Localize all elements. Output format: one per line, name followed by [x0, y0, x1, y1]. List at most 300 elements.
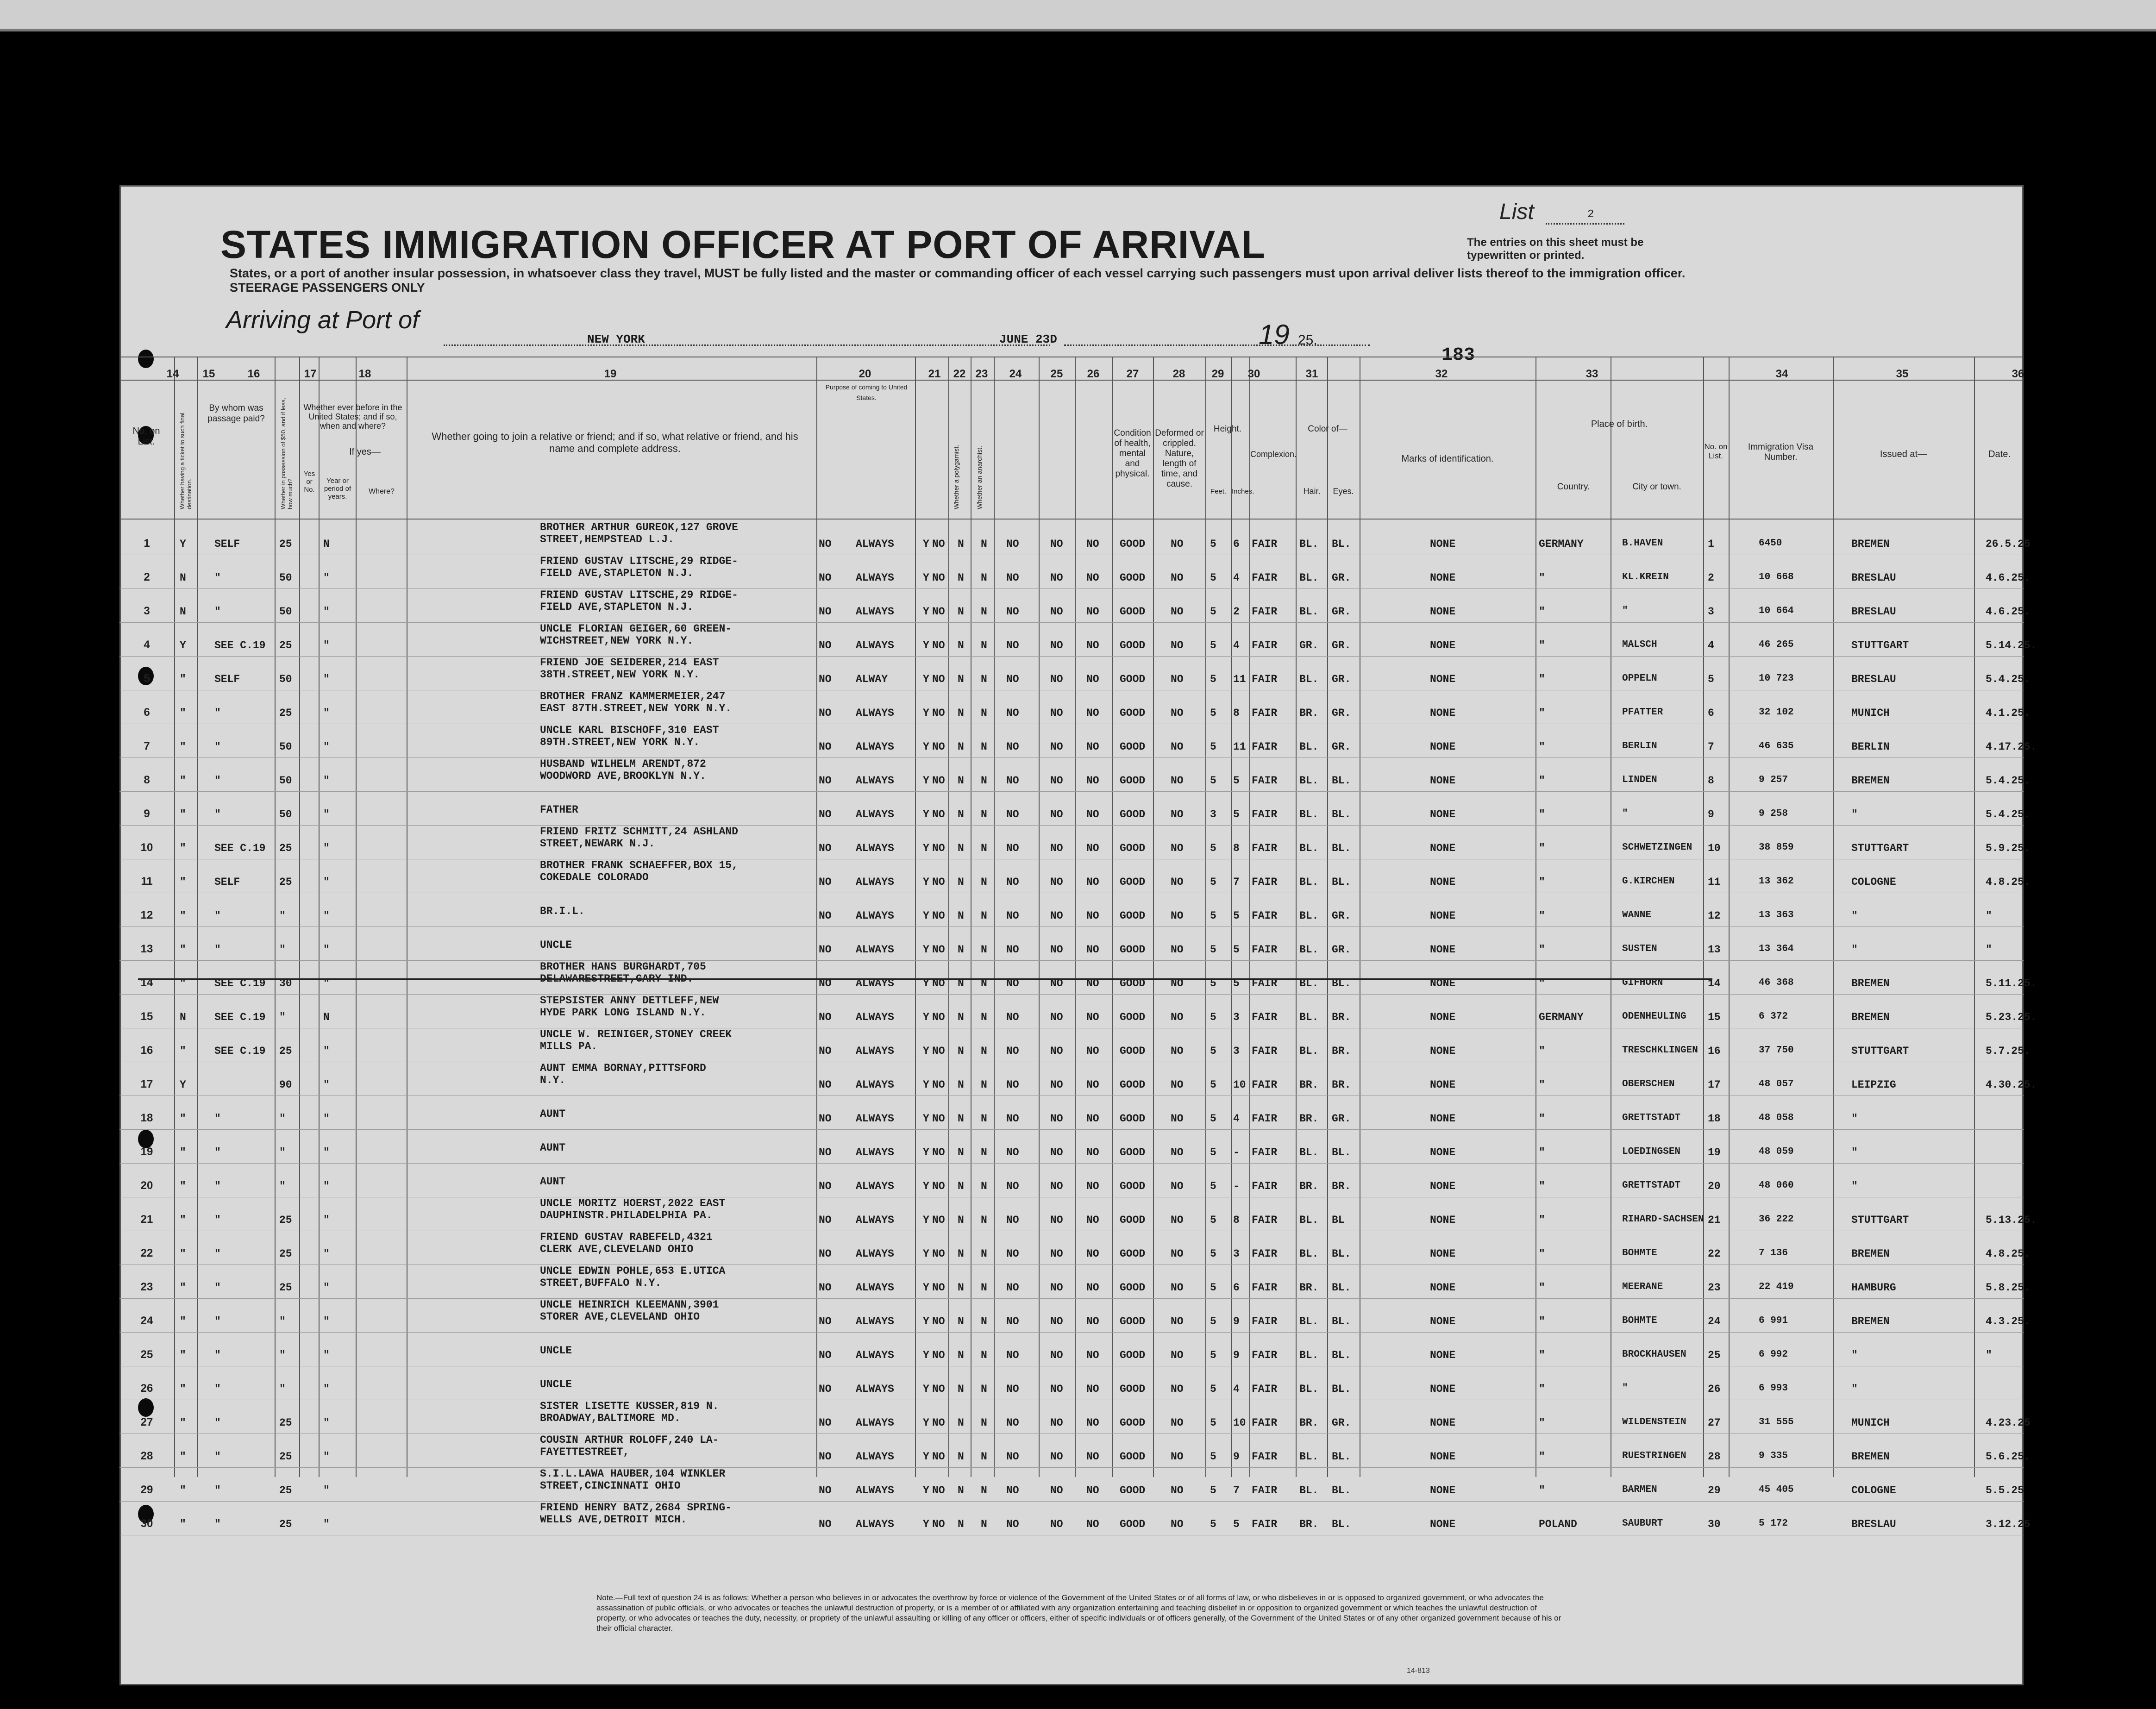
birth-country-cell: GERMANY: [1539, 538, 1584, 550]
join-address-line2: HYDE PARK LONG ISLAND N.Y.: [540, 1007, 706, 1019]
marks-cell: NONE: [1430, 572, 1456, 584]
length-of-stay-cell: ALWAYS: [856, 741, 894, 753]
join-address-line2: COKEDALE COLORADO: [540, 871, 649, 883]
col-number: 34: [1775, 368, 1788, 380]
col-25-cell: NO: [1050, 1518, 1063, 1530]
health-cell: GOOD: [1120, 1315, 1146, 1327]
health-cell: GOOD: [1120, 944, 1146, 956]
visa-number-cell: 38 859: [1759, 842, 1794, 853]
issue-date-cell: ": [1986, 944, 1992, 956]
issued-at-cell: ": [1851, 1383, 1858, 1395]
height-feet-cell: 5: [1210, 1113, 1216, 1125]
list-no-cell: 8: [1708, 775, 1714, 787]
complexion-cell: FAIR: [1252, 1079, 1278, 1091]
issue-date-cell: 5.4.25.: [1986, 673, 2031, 685]
previously-in-us-cell: ": [323, 910, 330, 922]
passage-paid-cell: ": [214, 1383, 221, 1395]
join-address-line2: MILLS PA.: [540, 1040, 598, 1052]
height-feet-cell: 5: [1210, 1383, 1216, 1395]
length-of-stay-cell: ALWAYS: [856, 572, 894, 584]
polygamist-cell: NO: [932, 1146, 945, 1158]
anarchist-cell: N: [958, 1484, 964, 1496]
list-no-cell: 15: [1708, 1011, 1721, 1023]
length-of-stay-cell: ALWAYS: [856, 775, 894, 787]
row-number: 14: [140, 977, 153, 989]
join-address-line2: FAYETTESTREET,: [540, 1446, 630, 1458]
length-of-stay-cell: ALWAYS: [856, 944, 894, 956]
previously-in-us-cell: ": [323, 842, 330, 854]
visa-number-cell: 31 555: [1759, 1417, 1794, 1427]
col-26-cell: NO: [1086, 977, 1099, 989]
col-23-cell: N: [981, 1349, 987, 1361]
eye-color-cell: BL.: [1332, 842, 1351, 854]
header-passage-paid: By whom was passage paid?: [207, 403, 265, 424]
col-23-cell: N: [981, 808, 987, 820]
birth-country-cell: ": [1539, 1248, 1545, 1260]
marks-cell: NONE: [1430, 538, 1456, 550]
anarchist-cell: N: [958, 1113, 964, 1125]
col-26-cell: NO: [1086, 1383, 1099, 1395]
deformed-cell: NO: [1171, 1113, 1184, 1125]
height-feet-cell: 5: [1210, 1214, 1216, 1226]
col-23-cell: N: [981, 1248, 987, 1260]
passage-paid-cell: ": [214, 910, 221, 922]
previously-in-us-cell: ": [323, 1248, 330, 1260]
row-number: 7: [144, 740, 150, 752]
marks-cell: NONE: [1430, 876, 1456, 888]
join-address-line1: BROTHER ARTHUR GUREOK,127 GROVE: [540, 521, 738, 533]
health-cell: GOOD: [1120, 1079, 1146, 1091]
height-feet-cell: 5: [1210, 673, 1216, 685]
health-cell: GOOD: [1120, 1113, 1146, 1125]
col-24-cell: NO: [1006, 1214, 1019, 1226]
row-number: 2: [144, 571, 150, 583]
header-place-birth: Place of birth.: [1591, 419, 1648, 429]
deformed-cell: NO: [1171, 1146, 1184, 1158]
previously-in-us-cell: ": [323, 1180, 330, 1192]
col-25-cell: NO: [1050, 707, 1063, 719]
height-feet-cell: 5: [1210, 538, 1216, 550]
col-number: 25: [1050, 368, 1063, 380]
list-label: List: [1499, 200, 1534, 224]
anarchist-cell: N: [958, 1248, 964, 1260]
date-dotted-line: [1064, 344, 1370, 346]
list-no-cell: 7: [1708, 741, 1714, 753]
anarchist-cell: N: [958, 673, 964, 685]
eye-color-cell: BR.: [1332, 1079, 1351, 1091]
passage-paid-cell: ": [214, 1214, 221, 1226]
visa-number-cell: 13 362: [1759, 876, 1794, 887]
year-prefix: 19: [1259, 319, 1290, 350]
col-23-cell: N: [981, 1282, 987, 1294]
col-number: 27: [1126, 368, 1139, 380]
join-address-line1: FRIEND FRITZ SCHMITT,24 ASHLAND: [540, 826, 738, 838]
purpose-cell: NO: [819, 944, 832, 956]
col-number: 31: [1305, 368, 1318, 380]
polygamist-cell: NO: [932, 606, 945, 618]
join-address-line1: HUSBAND WILHELM ARENDT,872: [540, 758, 706, 770]
header-complexion: Complexion.: [1250, 450, 1297, 459]
col-number: 18: [358, 368, 371, 380]
birth-country-cell: ": [1539, 910, 1545, 922]
previously-in-us-cell: ": [323, 1451, 330, 1463]
hair-color-cell: BL.: [1299, 1146, 1319, 1158]
citizen-intent-cell: Y: [923, 977, 929, 989]
visa-number-cell: 48 057: [1759, 1079, 1794, 1089]
header-feet: Feet.: [1210, 488, 1227, 495]
col-23-cell: N: [981, 1214, 987, 1226]
citizen-intent-cell: Y: [923, 1315, 929, 1327]
join-address-line1: FRIEND JOE SEIDERER,214 EAST: [540, 657, 719, 669]
marks-cell: NONE: [1430, 1045, 1456, 1057]
money-cell: 25: [279, 639, 292, 651]
birth-city-cell: MALSCH: [1622, 639, 1657, 650]
join-address-line2: STREET,CINCINNATI OHIO: [540, 1480, 681, 1492]
eye-color-cell: BL.: [1332, 1315, 1351, 1327]
col-25-cell: NO: [1050, 1451, 1063, 1463]
row-divider: [119, 1129, 2024, 1130]
height-inches-cell: 8: [1233, 842, 1240, 854]
purpose-cell: NO: [819, 1349, 832, 1361]
height-feet-cell: 5: [1210, 944, 1216, 956]
row-number: 29: [140, 1484, 153, 1496]
length-of-stay-cell: ALWAYS: [856, 1282, 894, 1294]
anarchist-cell: N: [958, 1011, 964, 1023]
list-no-cell: 26: [1708, 1383, 1721, 1395]
passage-paid-cell: ": [214, 572, 221, 584]
join-address-line2: STREET,HEMPSTEAD L.J.: [540, 533, 674, 545]
issued-at-cell: ": [1851, 1180, 1858, 1192]
polygamist-cell: NO: [932, 1518, 945, 1530]
visa-number-cell: 46 635: [1759, 741, 1794, 751]
hair-color-cell: BL.: [1299, 876, 1319, 888]
issued-at-cell: BRESLAU: [1851, 673, 1896, 685]
passage-paid-cell: SEE C.19: [214, 639, 266, 651]
ticket-cell: ": [180, 1146, 186, 1158]
col-26-cell: NO: [1086, 1349, 1099, 1361]
header-join-relative: Whether going to join a relative or friend; and if so, what relative or friend, and his name and complete address.: [432, 431, 798, 454]
polygamist-cell: NO: [932, 876, 945, 888]
anarchist-cell: N: [958, 1451, 964, 1463]
col-23-cell: N: [981, 639, 987, 651]
port-dotted-line: [444, 344, 1050, 346]
marks-cell: NONE: [1430, 808, 1456, 820]
anarchist-cell: N: [958, 1180, 964, 1192]
citizen-intent-cell: Y: [923, 673, 929, 685]
ticket-cell: ": [180, 1248, 186, 1260]
issue-date-cell: 4.1.25.: [1986, 707, 2031, 719]
citizen-intent-cell: Y: [923, 910, 929, 922]
col-24-cell: NO: [1006, 1282, 1019, 1294]
deformed-cell: NO: [1171, 1451, 1184, 1463]
birth-country-cell: ": [1539, 741, 1545, 753]
birth-city-cell: SAUBURT: [1622, 1518, 1663, 1529]
complexion-cell: FAIR: [1252, 1045, 1278, 1057]
birth-city-cell: ": [1622, 808, 1628, 819]
join-address-line2: N.Y.: [540, 1074, 566, 1086]
previously-in-us-cell: ": [323, 673, 330, 685]
issue-date-cell: 5.13.25.: [1986, 1214, 2037, 1226]
col-26-cell: NO: [1086, 572, 1099, 584]
row-divider: [119, 1467, 2024, 1468]
height-inches-cell: 5: [1233, 1518, 1240, 1530]
purpose-cell: NO: [819, 1315, 832, 1327]
row-divider: [119, 825, 2024, 826]
polygamist-cell: NO: [932, 741, 945, 753]
ticket-cell: ": [180, 1315, 186, 1327]
col-26-cell: NO: [1086, 673, 1099, 685]
visa-number-cell: 46 265: [1759, 639, 1794, 650]
list-no-cell: 16: [1708, 1045, 1721, 1057]
ticket-cell: N: [180, 572, 186, 584]
col-23-cell: N: [981, 1451, 987, 1463]
issued-at-cell: BREMEN: [1851, 1011, 1890, 1023]
eye-color-cell: BL.: [1332, 538, 1351, 550]
issue-date-cell: 4.8.25.: [1986, 876, 2031, 888]
col-24-cell: NO: [1006, 1451, 1019, 1463]
purpose-cell: NO: [819, 1484, 832, 1496]
purpose-cell: NO: [819, 1146, 832, 1158]
row-number: 15: [140, 1010, 153, 1023]
citizen-intent-cell: Y: [923, 1518, 929, 1530]
col-23-cell: N: [981, 1079, 987, 1091]
row-number: 20: [140, 1179, 153, 1192]
health-cell: GOOD: [1120, 1248, 1146, 1260]
purpose-cell: NO: [819, 1248, 832, 1260]
deformed-cell: NO: [1171, 1045, 1184, 1057]
col-26-cell: NO: [1086, 775, 1099, 787]
birth-country-cell: ": [1539, 1180, 1545, 1192]
marks-cell: NONE: [1430, 910, 1456, 922]
header-deformed: Deformed or crippled. Nature, length of time, and cause.: [1155, 428, 1204, 489]
row-number: 25: [140, 1348, 153, 1361]
purpose-cell: NO: [819, 639, 832, 651]
passage-paid-cell: ": [214, 808, 221, 820]
ticket-cell: ": [180, 1045, 186, 1057]
complexion-cell: FAIR: [1252, 1011, 1278, 1023]
join-address-line1: FRIEND GUSTAV LITSCHE,29 RIDGE-: [540, 589, 738, 601]
hair-color-cell: BL.: [1299, 538, 1319, 550]
row-divider: [119, 757, 2024, 758]
previously-in-us-cell: ": [323, 707, 330, 719]
list-no-cell: 22: [1708, 1248, 1721, 1260]
polygamist-cell: NO: [932, 639, 945, 651]
join-address-line1: FRIEND GUSTAV LITSCHE,29 RIDGE-: [540, 555, 738, 567]
hair-color-cell: BR.: [1299, 1417, 1319, 1429]
col-25-cell: NO: [1050, 1383, 1063, 1395]
money-cell: 25: [279, 842, 292, 854]
join-address-line2: AUNT: [540, 1108, 566, 1120]
height-inches-cell: 5: [1233, 977, 1240, 989]
height-inches-cell: 3: [1233, 1248, 1240, 1260]
visa-number-cell: 6 991: [1759, 1315, 1788, 1326]
deformed-cell: NO: [1171, 1011, 1184, 1023]
polygamist-cell: NO: [932, 1315, 945, 1327]
col-26-cell: NO: [1086, 707, 1099, 719]
hair-color-cell: BL.: [1299, 808, 1319, 820]
issue-date-cell: 3.12.25: [1986, 1518, 2031, 1530]
col-25-cell: NO: [1050, 1315, 1063, 1327]
eye-color-cell: GR.: [1332, 944, 1351, 956]
row-number: 27: [140, 1416, 153, 1428]
height-inches-cell: 6: [1233, 538, 1240, 550]
eye-color-cell: BR.: [1332, 1180, 1351, 1192]
col-24-cell: NO: [1006, 910, 1019, 922]
join-address-line2: 38TH.STREET,NEW YORK N.Y.: [540, 669, 700, 681]
issued-at-cell: BRESLAU: [1851, 1518, 1896, 1530]
purpose-cell: NO: [819, 808, 832, 820]
list-dotted-line: [1546, 223, 1624, 225]
passage-paid-cell: SELF: [214, 538, 240, 550]
birth-country-cell: ": [1539, 572, 1545, 584]
col-25-cell: NO: [1050, 910, 1063, 922]
join-address-line2: CLERK AVE,CLEVELAND OHIO: [540, 1243, 694, 1255]
purpose-cell: NO: [819, 1180, 832, 1192]
row-divider: [119, 588, 2024, 589]
issued-at-cell: STUTTGART: [1851, 1214, 1909, 1226]
deformed-cell: NO: [1171, 538, 1184, 550]
polygamist-cell: NO: [932, 808, 945, 820]
manifest-sheet: [119, 185, 2037, 1685]
anarchist-cell: N: [958, 1417, 964, 1429]
visa-number-cell: 36 222: [1759, 1214, 1794, 1225]
birth-city-cell: LINDEN: [1622, 775, 1657, 785]
deformed-cell: NO: [1171, 1214, 1184, 1226]
length-of-stay-cell: ALWAYS: [856, 876, 894, 888]
eye-color-cell: BL: [1332, 1214, 1345, 1226]
row-number: 6: [144, 706, 150, 719]
height-inches-cell: 5: [1233, 944, 1240, 956]
money-cell: ": [279, 1113, 286, 1125]
passage-paid-cell: ": [214, 775, 221, 787]
issued-at-cell: HAMBURG: [1851, 1282, 1896, 1294]
col-24-cell: NO: [1006, 1315, 1019, 1327]
length-of-stay-cell: ALWAYS: [856, 538, 894, 550]
birth-country-cell: ": [1539, 775, 1545, 787]
issue-date-cell: ": [1986, 910, 1992, 922]
citizen-intent-cell: Y: [923, 1349, 929, 1361]
deformed-cell: NO: [1171, 775, 1184, 787]
previously-in-us-cell: ": [323, 606, 330, 618]
anarchist-cell: N: [958, 1146, 964, 1158]
height-inches-cell: 9: [1233, 1349, 1240, 1361]
polygamist-cell: NO: [932, 1079, 945, 1091]
hair-color-cell: BL.: [1299, 572, 1319, 584]
join-address-line1: UNCLE FLORIAN GEIGER,60 GREEN-: [540, 623, 732, 635]
marks-cell: NONE: [1430, 1383, 1456, 1395]
col-23-cell: N: [981, 1417, 987, 1429]
height-feet-cell: 5: [1210, 1180, 1216, 1192]
col-number: 16: [247, 368, 260, 380]
hair-color-cell: BL.: [1299, 910, 1319, 922]
purpose-cell: NO: [819, 1011, 832, 1023]
col-24-cell: NO: [1006, 606, 1019, 618]
passage-paid-cell: SELF: [214, 673, 240, 685]
row-number: 22: [140, 1247, 153, 1259]
issue-date-cell: 4.3.25.: [1986, 1315, 2031, 1327]
join-address-line2: WICHSTREET,NEW YORK N.Y.: [540, 635, 694, 647]
col-24-cell: NO: [1006, 1484, 1019, 1496]
citizen-intent-cell: Y: [923, 538, 929, 550]
visa-number-cell: 7 136: [1759, 1248, 1788, 1258]
height-inches-cell: 5: [1233, 808, 1240, 820]
eye-color-cell: BL.: [1332, 775, 1351, 787]
anarchist-cell: N: [958, 1282, 964, 1294]
purpose-cell: NO: [819, 1113, 832, 1125]
complexion-cell: FAIR: [1252, 1417, 1278, 1429]
citizen-intent-cell: Y: [923, 1146, 929, 1158]
length-of-stay-cell: ALWAYS: [856, 1248, 894, 1260]
anarchist-cell: N: [958, 1079, 964, 1091]
col-26-cell: NO: [1086, 1417, 1099, 1429]
polygamist-cell: NO: [932, 673, 945, 685]
deformed-cell: NO: [1171, 741, 1184, 753]
birth-country-cell: ": [1539, 1214, 1545, 1226]
complexion-cell: FAIR: [1252, 1214, 1278, 1226]
issued-at-cell: ": [1851, 910, 1858, 922]
birth-city-cell: MEERANE: [1622, 1282, 1663, 1292]
birth-country-cell: ": [1539, 876, 1545, 888]
anarchist-cell: N: [958, 639, 964, 651]
footnote-question-24: Note.—Full text of question 24 is as follows: Whether a person who believes in or advocates the overthrow by force or violence of the Government of the United States or of all forms of law, or who disbelieves in or is opposed to organized government, or who advocates the assassination of public officials, or who advocates or teaches the unlawful destruction of property, or is a member of or affiliated with any organization entertaining and teaching disbelief in or opposition to organized government or which teaches the unlawful destruction of property, or who advocates or teaches the duty, necessity, or propriety of the unlawful assaulting or killing of any officer or officers, either of specific individuals or of officers generally, of the Government of the United States or of any other organized government because of his or their official character.: [596, 1593, 1561, 1633]
eye-color-cell: BL.: [1332, 1282, 1351, 1294]
col-25-cell: NO: [1050, 1011, 1063, 1023]
col-26-cell: NO: [1086, 1113, 1099, 1125]
health-cell: GOOD: [1120, 639, 1146, 651]
previously-in-us-cell: ": [323, 741, 330, 753]
issue-date-cell: 5.4.25.: [1986, 775, 2031, 787]
eye-color-cell: BL.: [1332, 1484, 1351, 1496]
list-number: 2: [1587, 208, 1594, 221]
previously-in-us-cell: ": [323, 1484, 330, 1496]
col-26-cell: NO: [1086, 1248, 1099, 1260]
complexion-cell: FAIR: [1252, 1180, 1278, 1192]
deformed-cell: NO: [1171, 606, 1184, 618]
health-cell: GOOD: [1120, 775, 1146, 787]
col-26-cell: NO: [1086, 1518, 1099, 1530]
birth-city-cell: OBERSCHEN: [1622, 1079, 1675, 1089]
col-number: 26: [1087, 368, 1100, 380]
height-feet-cell: 5: [1210, 1484, 1216, 1496]
join-address-line2: DELAWARESTREET,GARY IND.: [540, 973, 694, 985]
height-feet-cell: 5: [1210, 842, 1216, 854]
birth-city-cell: ODENHEULING: [1622, 1011, 1686, 1022]
list-no-cell: 18: [1708, 1113, 1721, 1125]
list-no-cell: 25: [1708, 1349, 1721, 1361]
height-inches-cell: -: [1233, 1180, 1240, 1192]
row-divider: [119, 656, 2024, 657]
birth-city-cell: PFATTER: [1622, 707, 1663, 718]
ticket-cell: ": [180, 1518, 186, 1530]
passage-paid-cell: ": [214, 1349, 221, 1361]
eye-color-cell: GR.: [1332, 1417, 1351, 1429]
header-year-period: Year or period of years.: [324, 477, 351, 501]
birth-city-cell: KL.KREIN: [1622, 572, 1669, 582]
marks-cell: NONE: [1430, 639, 1456, 651]
col-26-cell: NO: [1086, 538, 1099, 550]
row-divider: [119, 994, 2024, 995]
anarchist-cell: N: [958, 775, 964, 787]
length-of-stay-cell: ALWAYS: [856, 1079, 894, 1091]
birth-city-cell: GIFHORN: [1622, 977, 1663, 988]
health-cell: GOOD: [1120, 1349, 1146, 1361]
money-cell: 50: [279, 673, 292, 685]
birth-city-cell: BROCKHAUSEN: [1622, 1349, 1686, 1360]
hair-color-cell: BL.: [1299, 1315, 1319, 1327]
citizen-intent-cell: Y: [923, 1451, 929, 1463]
complexion-cell: FAIR: [1252, 606, 1278, 618]
height-feet-cell: 5: [1210, 707, 1216, 719]
